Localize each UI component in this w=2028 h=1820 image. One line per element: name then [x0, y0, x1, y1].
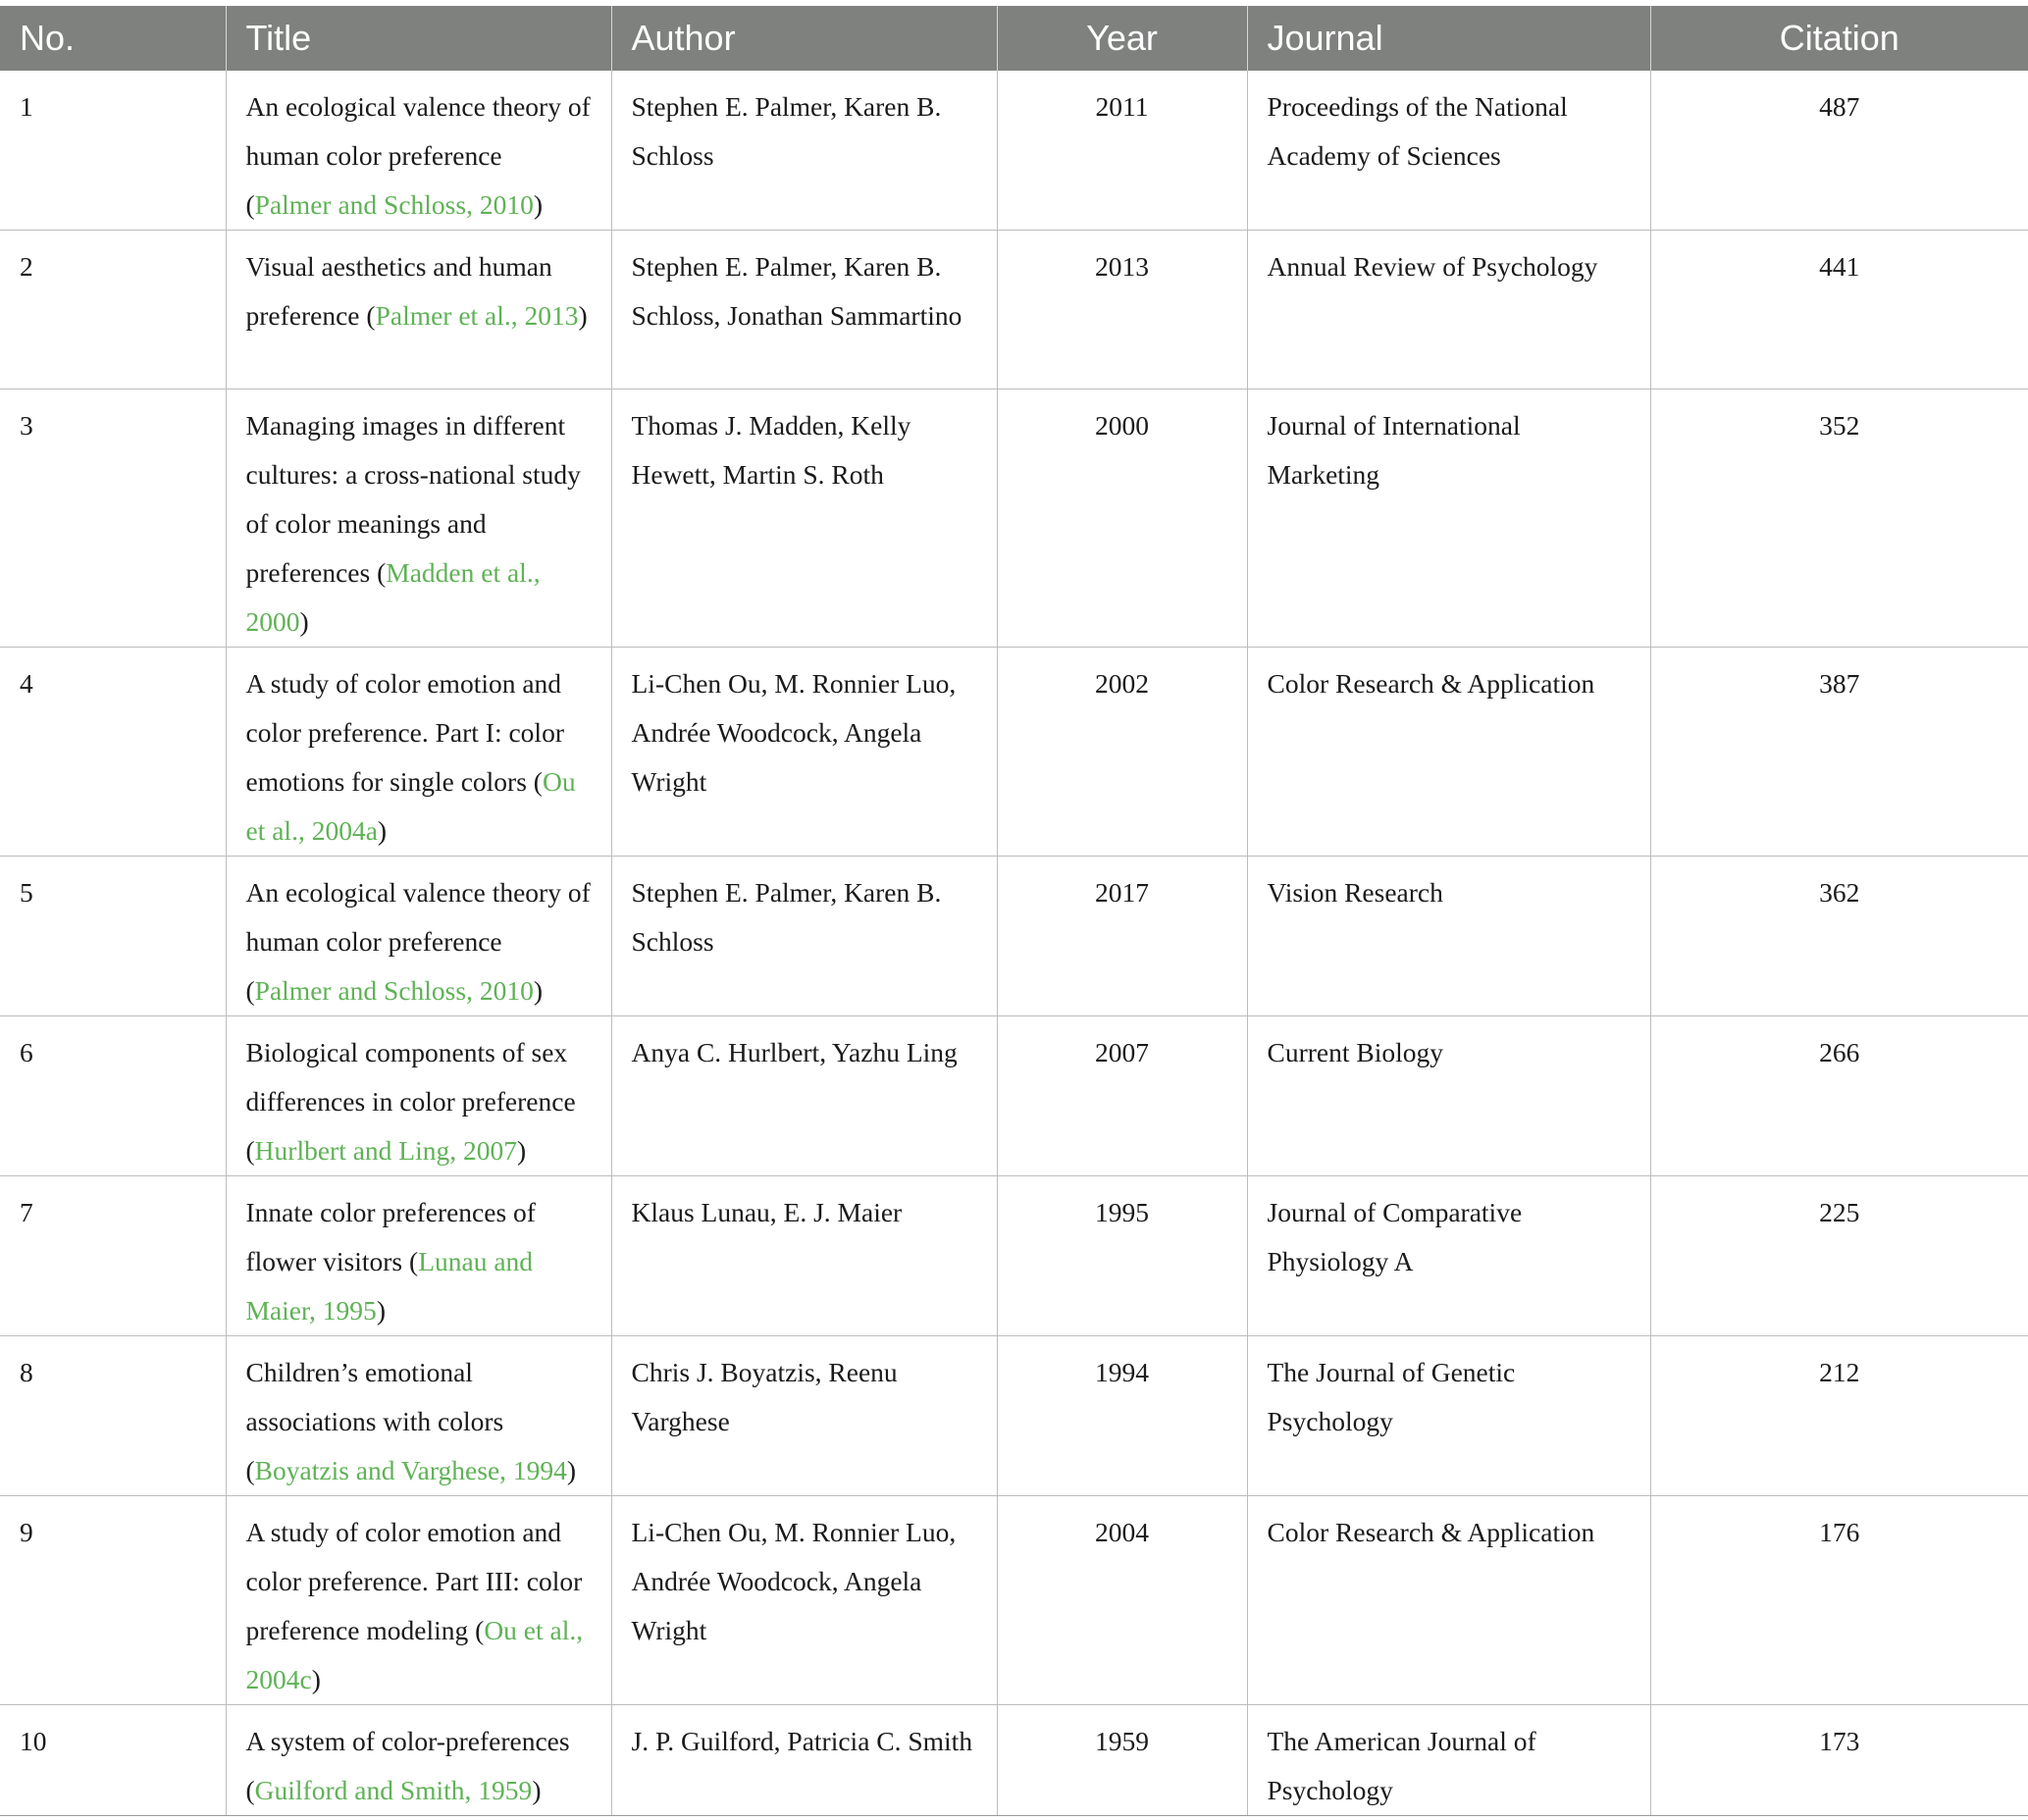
header-journal: Journal	[1247, 6, 1650, 71]
reference-link[interactable]: Palmer and Schloss, 2010	[254, 189, 534, 220]
title-text: A study of color emotion and color preference. Part I: color emotions for single colors	[245, 668, 564, 797]
cell-journal: The Journal of Genetic Psychology	[1247, 1336, 1650, 1496]
reference-link[interactable]: Guilford and Smith, 1959	[254, 1775, 533, 1805]
cell-citation: 266	[1650, 1016, 2028, 1176]
cell-author: Stephen E. Palmer, Karen B. Schloss	[611, 71, 997, 231]
reference-link[interactable]: Boyatzis and Varghese, 1994	[254, 1455, 567, 1485]
cell-journal: Journal of Comparative Physiology A	[1247, 1176, 1650, 1336]
references-table	[0, 6, 2028, 1816]
cell-author: Stephen E. Palmer, Karen B. Schloss	[611, 857, 997, 1016]
cell-journal: Annual Review of Psychology	[1247, 231, 1650, 390]
title-text: Children’s emotional associations with colors	[245, 1357, 504, 1436]
cell-year: 2011	[997, 71, 1247, 231]
cell-year: 1959	[997, 1705, 1247, 1816]
table-header-row	[0, 6, 2028, 71]
cell-citation: 387	[1650, 648, 2028, 857]
cell-journal: Journal of International Marketing	[1247, 390, 1650, 648]
cell-no: 6	[0, 1016, 226, 1176]
cell-no: 9	[0, 1496, 226, 1705]
title-text: Innate color preferences of flower visitors	[245, 1197, 536, 1276]
title-text: A study of color emotion and color preference. Part III: color preference modeling	[245, 1517, 583, 1645]
table-row	[0, 1016, 2028, 1176]
title-text: A system of color-preferences	[245, 1726, 570, 1756]
cell-no: 1	[0, 71, 226, 231]
header-citation: Citation	[1650, 6, 2028, 71]
table-row	[0, 231, 2028, 390]
header-no: No.	[0, 6, 226, 71]
cell-author: Thomas J. Madden, Kelly Hewett, Martin S. Roth	[611, 390, 997, 648]
cell-year: 2017	[997, 857, 1247, 1016]
cell-journal: Vision Research	[1247, 857, 1650, 1016]
cell-title: Biological components of sex differences in color preference (Hurlbert and Ling, 2007)	[226, 1016, 611, 1176]
reference-link[interactable]: Hurlbert and Ling, 2007	[254, 1135, 517, 1166]
table-row	[0, 857, 2028, 1016]
cell-author: Li-Chen Ou, M. Ronnier Luo, Andrée Woodcock, Angela Wright	[611, 1496, 997, 1705]
cell-citation: 362	[1650, 857, 2028, 1016]
table-row	[0, 1336, 2028, 1496]
cell-year: 2000	[997, 390, 1247, 648]
cell-author: Stephen E. Palmer, Karen B. Schloss, Jonathan Sammartino	[611, 231, 997, 390]
cell-title: A system of color-preferences (Guilford and Smith, 1959)	[226, 1705, 611, 1816]
cell-title: Innate color preferences of flower visitors (Lunau and Maier, 1995)	[226, 1176, 611, 1336]
cell-citation: 352	[1650, 390, 2028, 648]
reference-link[interactable]: Madden et al., 2000	[245, 557, 541, 637]
cell-title: A study of color emotion and color preference. Part I: color emotions for single colors (Ou et al., 2004a)	[226, 648, 611, 857]
cell-title: Children’s emotional associations with colors (Boyatzis and Varghese, 1994)	[226, 1336, 611, 1496]
cell-no: 8	[0, 1336, 226, 1496]
table-row	[0, 71, 2028, 231]
cell-citation: 441	[1650, 231, 2028, 390]
cell-author: Chris J. Boyatzis, Reenu Varghese	[611, 1336, 997, 1496]
header-author: Author	[611, 6, 997, 71]
cell-title: Managing images in different cultures: a cross-national study of color meanings and preferences (Madden et al., 2000)	[226, 390, 611, 648]
cell-title: An ecological valence theory of human color preference (Palmer and Schloss, 2010)	[226, 857, 611, 1016]
cell-citation: 176	[1650, 1496, 2028, 1705]
table-row	[0, 648, 2028, 857]
cell-no: 2	[0, 231, 226, 390]
cell-year: 2002	[997, 648, 1247, 857]
cell-year: 2004	[997, 1496, 1247, 1705]
reference-link[interactable]: Ou et al., 2004a	[245, 766, 576, 846]
cell-year: 1994	[997, 1336, 1247, 1496]
cell-title: An ecological valence theory of human color preference (Palmer and Schloss, 2010)	[226, 71, 611, 231]
cell-no: 5	[0, 857, 226, 1016]
cell-citation: 487	[1650, 71, 2028, 231]
cell-journal: Proceedings of the National Academy of Sciences	[1247, 71, 1650, 231]
cell-journal: Current Biology	[1247, 1016, 1650, 1176]
reference-link[interactable]: Ou et al., 2004c	[245, 1615, 584, 1694]
table-row	[0, 1176, 2028, 1336]
cell-title: Visual aesthetics and human preference (Palmer et al., 2013)	[226, 231, 611, 390]
reference-link[interactable]: Palmer and Schloss, 2010	[254, 975, 534, 1006]
cell-journal: Color Research & Application	[1247, 1496, 1650, 1705]
cell-journal: The American Journal of Psychology	[1247, 1705, 1650, 1816]
cell-no: 4	[0, 648, 226, 857]
header-year: Year	[997, 6, 1247, 71]
cell-no: 10	[0, 1705, 226, 1816]
title-text: Biological components of sex differences in color preference	[245, 1037, 576, 1117]
cell-year: 2007	[997, 1016, 1247, 1176]
title-text: Visual aesthetics and human preference	[245, 251, 552, 331]
header-title: Title	[226, 6, 611, 71]
table-row	[0, 1496, 2028, 1705]
cell-author: Klaus Lunau, E. J. Maier	[611, 1176, 997, 1336]
cell-title: A study of color emotion and color preference. Part III: color preference modeling (Ou et al., 2004c)	[226, 1496, 611, 1705]
title-text: Managing images in different cultures: a cross-national study of color meanings and preferences	[245, 410, 581, 588]
cell-citation: 212	[1650, 1336, 2028, 1496]
cell-no: 7	[0, 1176, 226, 1336]
cell-journal: Color Research & Application	[1247, 648, 1650, 857]
cell-no: 3	[0, 390, 226, 648]
title-text: An ecological valence theory of human color preference	[245, 91, 591, 171]
reference-link[interactable]: Lunau and Maier, 1995	[245, 1246, 534, 1326]
table-row	[0, 1705, 2028, 1816]
cell-author: Li-Chen Ou, M. Ronnier Luo, Andrée Woodcock, Angela Wright	[611, 648, 997, 857]
cell-year: 2013	[997, 231, 1247, 390]
cell-author: J. P. Guilford, Patricia C. Smith	[611, 1705, 997, 1816]
cell-citation: 173	[1650, 1705, 2028, 1816]
title-text: An ecological valence theory of human color preference	[245, 877, 591, 957]
table-row	[0, 390, 2028, 648]
cell-year: 1995	[997, 1176, 1247, 1336]
cell-citation: 225	[1650, 1176, 2028, 1336]
reference-link[interactable]: Palmer et al., 2013	[375, 300, 579, 331]
cell-author: Anya C. Hurlbert, Yazhu Ling	[611, 1016, 997, 1176]
